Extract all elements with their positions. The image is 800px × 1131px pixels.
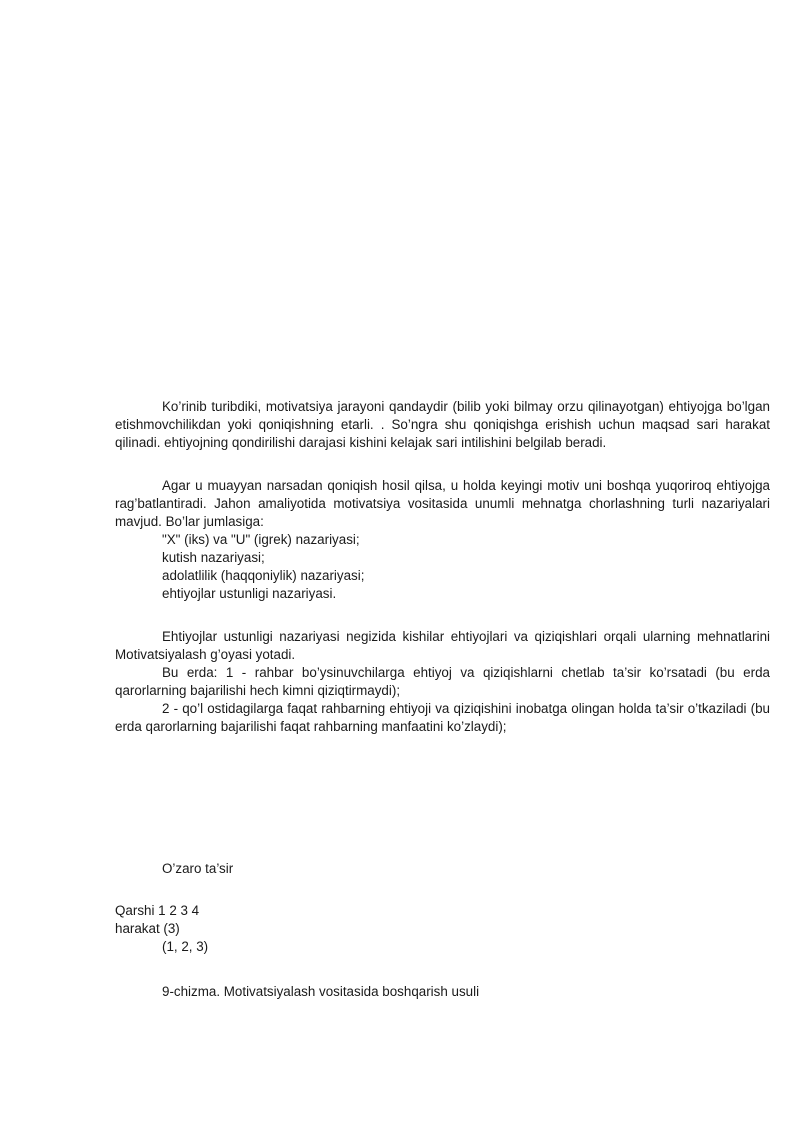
- theory-list-item: adolatlilik (haqqoniylik) nazariyasi;: [162, 568, 365, 583]
- needs-priority-section: [115, 628, 770, 736]
- theory-list-item: "X" (iks) va "U" (igrek) nazariyasi;: [162, 532, 360, 547]
- diagram-label-interaction: O’zaro ta’sir: [162, 861, 234, 876]
- paragraph-method-1: Bu erda: 1 - rahbar bo’ysinuvchilarga ehtiyoj va qiziqishlarni chetlab ta’sir ko’rsatadi (bu erda qarorlarning bajarilishi hech kimni qiziqtirmaydi);: [115, 665, 770, 698]
- paragraph-method-2: 2 - qo’l ostidagilarga faqat rahbarning ehtiyoji va qiziqishini inobatga olingan holda ta’sir o’tkaziladi (bu erda qarorlarning bajarilishi faqat rahbarning manfaatini ko’zlaydi);: [115, 701, 770, 734]
- theories-section: [115, 477, 770, 603]
- paragraph-motivation-process: Ko’rinib turibdiki, motivatsiya jarayoni qandaydir (bilib yoki bilmay orzu qilinayotgan) ehtiyojga bo’lgan etishmovchilikdan yoki qoniqishning etarli. . So’ngra shu qoniqishga erishish uchun maqsad sari harakat qilinadi. ehtiyojning qondirilishi darajasi kishini kelajak sari intilishini belgilab beradi.: [115, 399, 770, 450]
- figure-caption: [115, 983, 770, 1001]
- paragraph-theories-intro: Agar u muayyan narsadan qoniqish hosil qilsa, u holda keyingi motiv uni boshqa yuqoriroq ehtiyojga rag’batlantiradi. Jahon amaliyotida motivatsiya vositasida unumli mehnatga chorlashning turli nazariyalari mavjud. Bo’lar jumlasiga:: [115, 478, 770, 529]
- paragraph-needs-priority: Ehtiyojlar ustunligi nazariyasi negizida kishilar ehtiyojlari va qiziqishlari orqali ularning mehnatlarini Motivatsiyalash g’oyasi yotadi.: [115, 629, 770, 662]
- diagram-label-tuple: (1, 2, 3): [162, 939, 209, 954]
- diagram-axis-labels: [115, 902, 770, 956]
- diagram-label-action: harakat (3): [115, 921, 180, 936]
- caption-text: 9-chizma. Motivatsiyalash vositasida boshqarish usuli: [162, 984, 480, 999]
- theory-list-item: ehtiyojlar ustunligi nazariyasi.: [162, 586, 337, 601]
- diagram-labels: [115, 860, 770, 878]
- theory-list-item: kutish nazariyasi;: [162, 550, 265, 565]
- diagram-label-opposition: Qarshi 1 2 3 4: [115, 903, 200, 918]
- intro-section: [115, 398, 770, 452]
